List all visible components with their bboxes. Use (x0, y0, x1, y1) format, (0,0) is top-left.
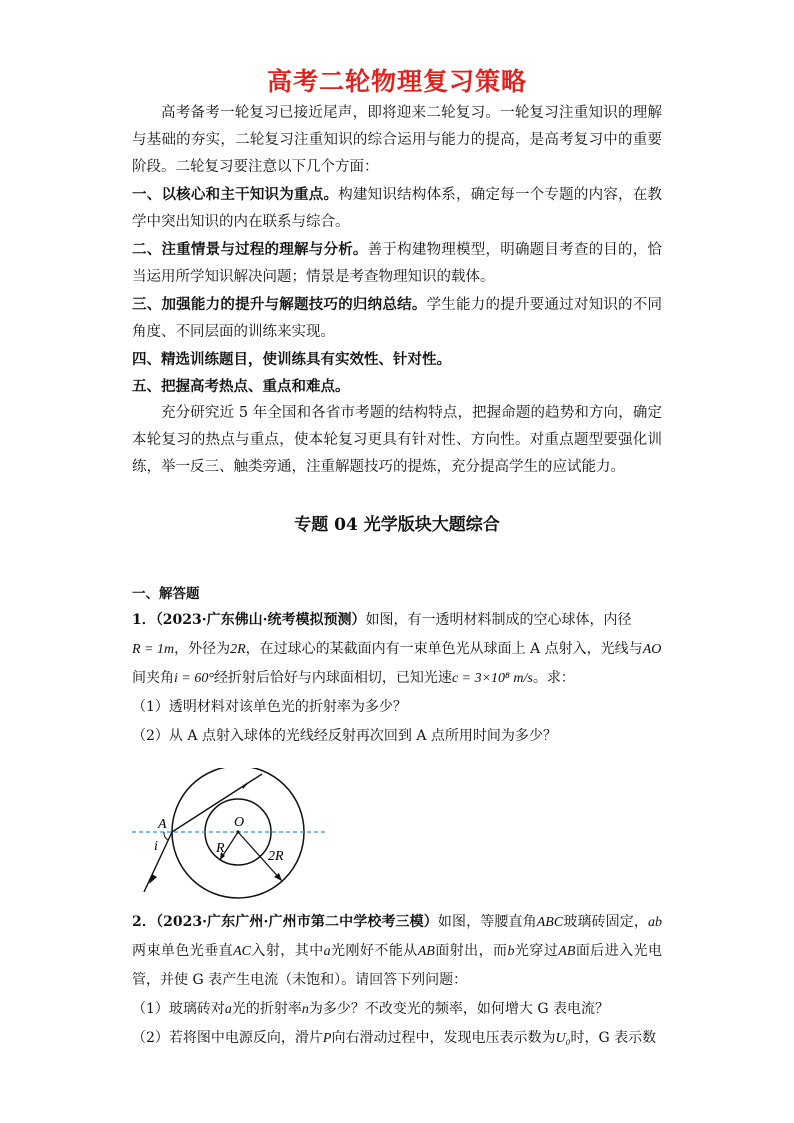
label-a: A (158, 817, 167, 832)
question-section (132, 582, 662, 751)
beam-a-var: a (224, 1002, 232, 1017)
question-2-source: （2023·广东广州·广州市第二中学校考三模） (155, 914, 438, 930)
question-2-text: 玻璃砖固定， (563, 914, 649, 930)
face-ac: AC (233, 944, 251, 959)
speed-equation: c = 3×10⁸ m/s (451, 671, 533, 686)
intro-section (132, 100, 662, 481)
label-2r: 2R (268, 849, 284, 864)
strategy-item-5: 五、把握高考热点、重点和难点。 (132, 378, 350, 395)
question-2-sub-1-text: 为多少？不改变光的频率，如何增大 G 表电流？ (308, 1001, 610, 1017)
hollow-sphere-figure (132, 768, 332, 900)
question-2-text: 光刚好不能从 (330, 943, 418, 959)
question-2-sub-2-text: （2）若将图中电源反向，滑片 (132, 1030, 323, 1046)
slider-p: P (322, 1031, 332, 1046)
question-1-number: 1． (132, 612, 156, 628)
question-2-number: 2． (132, 914, 156, 930)
strategy-item-4: 四、精选训练题目，使训练具有实效性、针对性。 (132, 351, 451, 368)
segment-ao: AO (642, 642, 662, 657)
question-2-text: 光穿过 (514, 943, 559, 959)
angle-arc (164, 832, 168, 840)
question-2-text: 面后进入光电管，并使 G 表产生电流（未饱和）。请回答下列问题： (132, 943, 663, 988)
question-2-sub-1-text: （1）玻璃砖对 (132, 1001, 225, 1017)
question-2 (132, 908, 662, 995)
question-2-sub-2 (132, 1024, 662, 1053)
refracted-arrow (242, 781, 250, 789)
face-ab: AB (417, 944, 435, 959)
question-2-text: 如图，等腰直角 (437, 914, 537, 930)
triangle-abc: ABC (536, 915, 564, 930)
angle-equation: i = 60° (174, 671, 214, 686)
voltage-u0: U₀ (555, 1031, 571, 1046)
strategy-item-2 (132, 236, 662, 291)
question-1-text: 间夹角 (132, 670, 174, 686)
strategy-item-3-heading: 三、加强能力的提升与解题技巧的归纳总结。 (132, 296, 427, 313)
strategy-item-2-heading: 二、注重情景与过程的理解与分析。 (132, 241, 368, 258)
question-1-source: （2023·广东佛山·统考模拟预测） (155, 612, 366, 628)
question-2-sub-2-text: 时，G 表示数 (570, 1030, 657, 1046)
question-1-sub-1: （1）透明材料对该单色光的折射率为多少？ (132, 699, 407, 715)
center-point (236, 830, 239, 833)
section-title: 专题 04 光学版块大题综合 (294, 515, 500, 535)
question-2-sub-2-text: 向右滑动过程中，发现电压表示数为 (331, 1030, 556, 1046)
label-r: R (216, 841, 225, 856)
question-1-text: ，在过球心的某截面内有一束单色光从球面上 A 点射入，光线与 (245, 641, 643, 657)
incident-ray (144, 832, 172, 892)
refractive-index-n: n (301, 1002, 309, 1017)
label-o: O (234, 815, 245, 830)
question-2-sub-1 (132, 995, 662, 1024)
question-2-text: 两束单色光垂直 (132, 943, 234, 959)
beams-ab: ab (648, 915, 663, 930)
question-1-text: 如图，有一透明材料制成的空心球体，内径 (365, 612, 632, 628)
question-2-sub-1-text: 光的折射率 (231, 1001, 302, 1017)
label-i: i (154, 839, 158, 854)
beam-a: a (323, 944, 331, 959)
question-2-text: 面射出，而 (434, 943, 508, 959)
face-ab-2: AB (558, 944, 576, 959)
question-1 (132, 606, 662, 693)
question-2-text: 入射，其中 (250, 943, 324, 959)
beam-b: b (507, 944, 515, 959)
question-1-text: 。求： (532, 670, 575, 686)
part-heading: 一、解答题 (132, 586, 200, 602)
question-2-section (132, 908, 662, 1053)
question-1-sub-2: （2）从 A 点射入球体的光线经反射再次回到 A 点所用时间为多少？ (132, 728, 557, 744)
strategy-item-1-text: 构建知识结构体系，确定每一个专题的内容，在教学中突出知识的内在联系与综合。 (132, 187, 663, 230)
strategy-item-2-text: 善于构建物理模型，明确题目考查的目的，恰当运用所学知识解决问题；情景是考查物理知识的载体。 (132, 242, 662, 285)
strategy-item-3-text: 学生能力的提升要通过对知识的不同角度、不同层面的训练来实现。 (132, 297, 663, 340)
strategy-item-1 (132, 181, 662, 236)
question-1-text: ，外径为 (174, 641, 231, 657)
outer-radius: 2R (230, 642, 246, 657)
intro-paragraph: 高考备考一轮复习已接近尾声，即将迎来二轮复习。一轮复习注重知识的理解与基础的夯实，二轮复习注重知识的综合运用与能力的提高，是高考复习中的重要阶段。二轮复习要注意以下几个方面： (132, 105, 662, 175)
page-title: 高考二轮物理复习策略 (266, 67, 527, 96)
radius-equation: R = 1m (132, 642, 175, 657)
question-1-text: 经折射后恰好与内球面相切，已知光速 (213, 670, 452, 686)
closing-paragraph: 充分研究近 5 年全国和各省市考题的结构特点，把握命题的趋势和方向，确定本轮复习的热点与重点，使本轮复习更具有针对性、方向性。对重点题型要强化训练，举一反三、触类旁通，注重解题技巧的提炼，充分提高学生的应试能力。 (132, 405, 662, 475)
strategy-item-1-heading: 一、以核心和主干知识为重点。 (132, 186, 339, 203)
strategy-item-3 (132, 291, 662, 346)
